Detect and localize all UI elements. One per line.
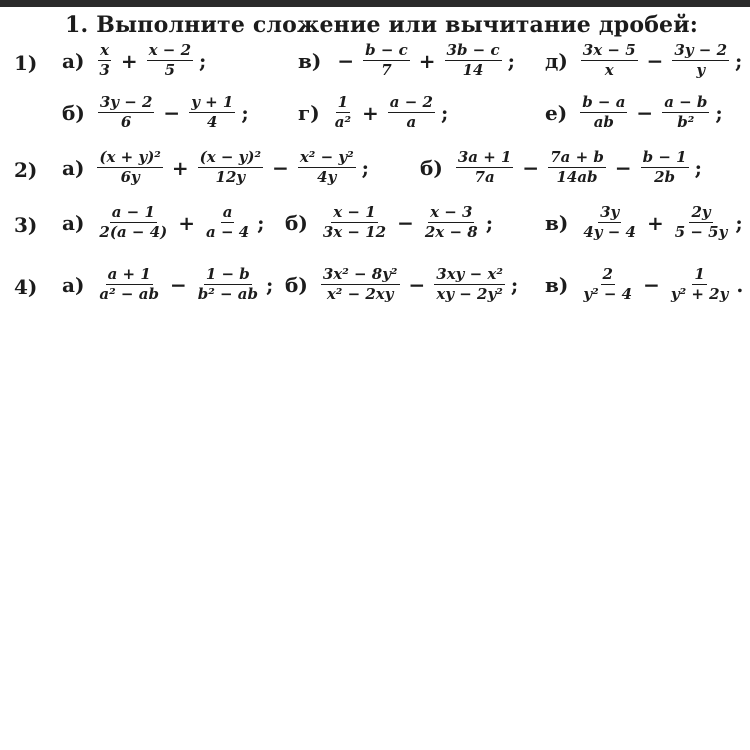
problem-item (62, 148, 369, 187)
fraction-denominator: x (604, 61, 614, 79)
fraction-numerator: 3x − 5 (582, 41, 636, 59)
operator: − (522, 155, 540, 180)
item-label: б) (420, 155, 443, 180)
fraction-denominator: 6y (120, 168, 140, 186)
fraction (672, 41, 729, 80)
operator: + (646, 210, 664, 235)
fraction-numerator: y + 1 (191, 93, 234, 111)
item-label: б) (62, 100, 85, 125)
item-label: в) (545, 210, 569, 235)
fraction-numerator: x − 1 (333, 203, 376, 221)
operator: − (169, 272, 187, 297)
fraction-denominator: y (696, 61, 706, 79)
fraction-numerator: b − 1 (642, 148, 687, 166)
exercise-title: 1. Выполните сложение или вычитание дробей: (65, 12, 699, 38)
fraction (97, 203, 169, 242)
fraction-denominator: b² (677, 113, 695, 131)
fraction-denominator: 2(a − 4) (99, 223, 168, 241)
problem-item (545, 93, 723, 132)
problem-item (62, 265, 273, 304)
fraction-numerator: x − 2 (148, 41, 192, 59)
item-label: а) (62, 48, 85, 73)
fraction-numerator: b − a (582, 93, 626, 111)
problem-item (298, 41, 515, 80)
fraction (662, 93, 709, 132)
fraction-numerator: 1 (694, 265, 705, 283)
punctuation: ; (735, 210, 743, 235)
fraction-numerator: 3b − c (446, 41, 500, 59)
fraction (388, 93, 435, 132)
fraction-numerator: 3y − 2 (99, 93, 153, 111)
fraction-denominator: y² + 2y (670, 285, 729, 303)
problem-row (0, 38, 750, 88)
fraction (363, 41, 410, 80)
fraction-denominator: y² − 4 (583, 285, 633, 303)
fraction (434, 265, 505, 304)
punctuation: ; (715, 100, 723, 125)
fraction (204, 203, 251, 242)
fraction-denominator: a² (334, 113, 352, 131)
problem-item (62, 93, 249, 132)
punctuation: ; (485, 210, 494, 235)
fraction-denominator: ab (593, 113, 614, 131)
fraction-numerator: a − 2 (389, 93, 433, 111)
punctuation: ; (241, 100, 249, 125)
fraction-numerator: (x + y)² (99, 148, 161, 166)
fraction-denominator: 3 (99, 61, 110, 79)
item-label: в) (545, 272, 569, 297)
fraction-denominator: 12y (215, 168, 246, 186)
fraction (147, 41, 193, 80)
fraction (98, 93, 155, 132)
fraction (456, 148, 514, 187)
problem-item (62, 203, 265, 242)
fraction-numerator: a + 1 (107, 265, 151, 283)
fraction (581, 203, 638, 242)
operator: − (636, 100, 654, 125)
problem-number: 3) (14, 213, 38, 237)
punctuation: ; (507, 48, 515, 73)
fraction-numerator: b − c (365, 41, 408, 59)
problem-row (0, 200, 750, 250)
fraction (198, 148, 263, 187)
fraction (445, 41, 502, 80)
fraction-denominator: 6 (120, 113, 132, 131)
fraction-denominator: 4y (317, 168, 337, 186)
operator: + (418, 48, 436, 73)
fraction (189, 93, 235, 132)
operator: − (646, 48, 664, 73)
fraction (97, 41, 111, 80)
fraction-numerator: 3a + 1 (457, 148, 512, 166)
item-label: е) (545, 100, 568, 125)
item-label: б) (285, 210, 308, 235)
fraction-denominator: xy − 2y² (436, 285, 503, 303)
operator: − (272, 155, 289, 180)
fraction-numerator: 7a + b (550, 148, 604, 166)
fraction-numerator: 3x² − 8y² (322, 265, 398, 283)
fraction-denominator: 2b (654, 168, 676, 186)
fraction-denominator: x² − 2xy (326, 285, 394, 303)
fraction-denominator: 5 (164, 61, 176, 79)
punctuation: . (736, 272, 744, 297)
problem-item (420, 148, 702, 187)
fraction (321, 265, 400, 304)
fraction-denominator: 7a (474, 168, 495, 186)
fraction-denominator: a² − ab (99, 285, 159, 303)
fraction-numerator: 3y − 2 (674, 41, 728, 59)
fraction (669, 265, 730, 304)
operator: − (163, 100, 181, 125)
fraction (423, 203, 480, 242)
fraction-numerator: x² − y² (299, 148, 354, 166)
fraction (97, 148, 162, 187)
item-label: б) (285, 272, 308, 297)
problem-number: 1) (14, 51, 38, 75)
item-label: а) (62, 272, 85, 297)
fraction-numerator: x − 3 (430, 203, 473, 221)
punctuation: ; (199, 48, 207, 73)
problem-row (0, 262, 750, 312)
problem-row (0, 90, 750, 140)
fraction-numerator: 2 (602, 265, 613, 283)
fraction-numerator: a − b (664, 93, 708, 111)
sign: − (337, 48, 355, 73)
operator: + (171, 155, 189, 180)
punctuation: ; (440, 100, 449, 125)
fraction-numerator: 1 (337, 93, 349, 111)
fraction-numerator: 1 − b (205, 265, 250, 283)
item-label: д) (545, 48, 568, 73)
fraction-numerator: x (100, 41, 110, 59)
operator: − (614, 155, 632, 180)
fraction (581, 41, 638, 80)
fraction-numerator: 3xy − x² (436, 265, 503, 283)
fraction-denominator: a − 4 (206, 223, 250, 241)
punctuation: ; (257, 210, 265, 235)
fraction-denominator: b² − ab (197, 285, 258, 303)
top-border (0, 0, 750, 7)
fraction-denominator: 14 (462, 61, 484, 79)
fraction-denominator: 7 (381, 61, 392, 79)
problem-item (62, 41, 206, 80)
problem-item (545, 203, 743, 242)
fraction (298, 148, 356, 187)
fraction (333, 93, 353, 132)
problem-row (0, 145, 750, 195)
operator: − (397, 210, 414, 235)
fraction (641, 148, 689, 187)
punctuation: ; (735, 48, 743, 73)
operator: − (408, 272, 426, 297)
fraction-denominator: 5 − 5y (674, 223, 728, 241)
fraction (580, 93, 627, 132)
fraction-numerator: a (222, 203, 233, 221)
operator: + (178, 210, 195, 235)
punctuation: ; (694, 155, 702, 180)
fraction (196, 265, 260, 304)
problem-item (545, 41, 742, 80)
fraction-denominator: 14ab (556, 168, 598, 186)
fraction-denominator: 4 (207, 113, 218, 131)
item-label: а) (62, 155, 85, 180)
problem-item (298, 93, 448, 132)
fraction-numerator: 3y (600, 203, 620, 221)
problem-item (285, 203, 493, 242)
fraction-denominator: 4y − 4 (583, 223, 636, 241)
punctuation: ; (361, 155, 370, 180)
punctuation: ; (265, 272, 274, 297)
fraction-denominator: a (406, 113, 417, 131)
fraction-numerator: (x − y)² (199, 148, 262, 166)
fraction (97, 265, 161, 304)
problem-item (545, 265, 743, 304)
problem-item (285, 265, 518, 304)
operator: + (120, 48, 138, 73)
problem-number: 4) (14, 275, 38, 299)
fraction-numerator: 2y (691, 203, 711, 221)
fraction (581, 265, 634, 304)
fraction-numerator: a − 1 (111, 203, 155, 221)
fraction (321, 203, 388, 242)
item-label: а) (62, 210, 85, 235)
punctuation: ; (510, 272, 519, 297)
item-label: в) (298, 48, 322, 73)
fraction (673, 203, 730, 242)
operator: + (362, 100, 379, 125)
fraction (548, 148, 606, 187)
fraction-denominator: 2x − 8 (424, 223, 478, 241)
operator: − (643, 272, 660, 297)
problem-number: 2) (14, 158, 38, 182)
item-label: г) (298, 100, 320, 125)
fraction-denominator: 3x − 12 (322, 223, 387, 241)
